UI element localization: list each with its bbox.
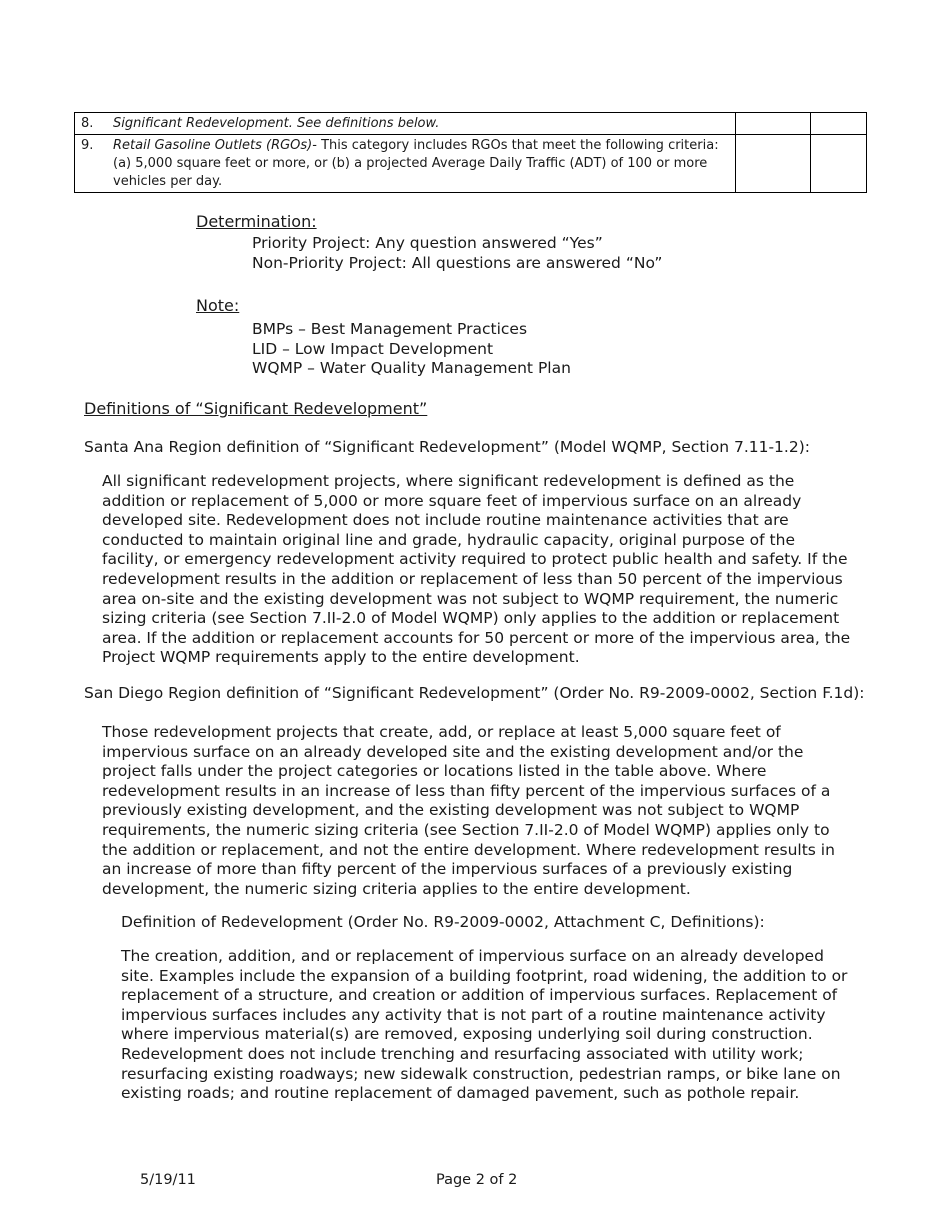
row-description: See definitions below. [292, 116, 440, 131]
note-heading: Note: [196, 296, 240, 315]
criteria-table [74, 112, 867, 193]
redevelopment-intro: Definition of Redevelopment (Order No. R9-2009-0002, Attachment C, Definitions): [121, 913, 765, 931]
redevelopment-definition: The creation, addition, and or replacement of impervious surface on an already developed site. Examples include the expansion of a building footprint, road widening, the addition to or replacement of a structure, and creation or addition of impervious surfaces. Replacement of impervious surfaces includes any activity that is not part of a routine maintenance activity where impervious material(s) are removed, exposing underlying soil during construction. Redevelopment does not include trenching and resurfacing associated with utility work; resurfacing existing roadways; new sidewalk construction, pedestrian ramps, or bike lane on existing roads; and routine replacement of damaged pavement, such as pothole repair. [121, 947, 848, 1103]
row-number: 9. [81, 138, 94, 153]
footer-date: 5/19/11 [140, 1172, 196, 1188]
determination-item: Priority Project: Any question answered “Yes” [252, 234, 603, 252]
row-number: 8. [81, 116, 94, 131]
santa-ana-definition: All significant redevelopment projects, where significant redevelopment is defined as the addition or replacement of 5,000 or more square feet of impervious surface on an already developed site. Redevelopment does not include routine maintenance activities that are conducted to maintain original line and grade, hydraulic capacity, original purpose of the facility, or emergency redevelopment activity required to protect public health and safety. If the redevelopment results in the addition or replacement of less than 50 percent of the impervious area on-site and the existing development was not subject to WQMP requirement, the numeric sizing criteria (see Section 7.II-2.0 of Model WQMP) only applies to the addition or replacement area. If the addition or replacement accounts for 50 percent or more of the impervious area, the Project WQMP requirements apply to the entire development. [102, 472, 851, 667]
definitions-title: Definitions of “Significant Redevelopment” [84, 399, 428, 418]
answer-yes-cell [736, 135, 811, 193]
determination-section [196, 212, 662, 273]
note-item: WQMP – Water Quality Management Plan [252, 359, 571, 378]
note-item: LID – Low Impact Development [252, 339, 494, 358]
row-description: - This category includes RGOs that meet the following criteria: (a) 5,000 square feet or more, or (b) a projected Average Daily Traffic (ADT) of 100 or more vehicles per day. [113, 138, 719, 189]
answer-no-cell [811, 135, 867, 193]
row-title: Significant Redevelopment. [113, 116, 293, 131]
answer-yes-cell [736, 113, 811, 135]
san-diego-intro: San Diego Region definition of “Significant Redevelopment” (Order No. R9-2009-0002, Section F.1d): [84, 684, 865, 702]
answer-no-cell [811, 113, 867, 135]
table-row [75, 113, 867, 135]
note-item: BMPs – Best Management Practices [252, 320, 528, 338]
santa-ana-intro: Santa Ana Region definition of “Significant Redevelopment” (Model WQMP, Section 7.11-1.2): [84, 438, 810, 456]
san-diego-definition: Those redevelopment projects that create, add, or replace at least 5,000 square feet of impervious surface on an already developed site and the existing development and/or the project falls under the project categories or locations listed in the table above. Where redevelopment results in an increase of less than fifty percent of the impervious surfaces of a previously existing development, and the existing development was not subject to WQMP requirements, the numeric sizing criteria (see Section 7.II-2.0 of Model WQMP) applies only to the addition or replacement, and not the entire development. Where redevelopment results in an increase of more than fifty percent of the impervious surfaces of a previously existing development, the numeric sizing criteria applies to the entire development. [102, 723, 835, 898]
determination-heading: Determination: [196, 212, 317, 231]
row-title: Retail Gasoline Outlets (RGOs) [113, 138, 313, 153]
page-number: Page 2 of 2 [436, 1172, 518, 1188]
note-section [196, 296, 571, 379]
determination-item: Non-Priority Project: All questions are answered “No” [252, 253, 663, 272]
table-row [75, 135, 867, 193]
